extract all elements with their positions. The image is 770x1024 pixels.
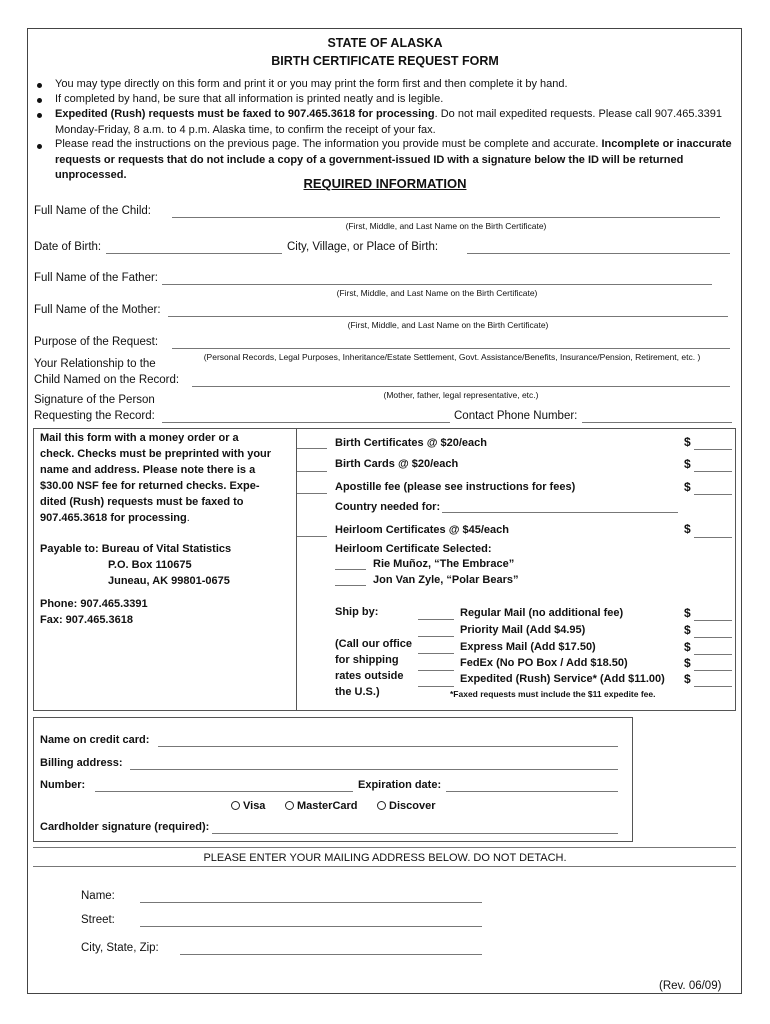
country-field[interactable] [442, 512, 678, 513]
ship-express-dollar: $ [684, 640, 691, 654]
birthplace-label: City, Village, or Place of Birth: [287, 241, 439, 253]
mail-street-label: Street: [81, 914, 115, 926]
visa-option[interactable] [231, 800, 265, 812]
heirloom-opt2-check[interactable] [335, 585, 366, 586]
ship-priority-amount[interactable] [694, 637, 732, 638]
ship-rush-label: Expedited (Rush) Service* (Add $11.00) [460, 673, 665, 685]
mail-name-label: Name: [81, 890, 115, 902]
ship-priority-dollar: $ [684, 623, 691, 637]
birth-card-qty[interactable] [297, 471, 327, 472]
ship-express-amount[interactable] [694, 654, 732, 655]
heirloom-dollar: $ [684, 522, 691, 536]
birth-card-label: Birth Cards @ $20/each [335, 458, 459, 470]
mail-info-2: check. Checks must be preprinted with your [40, 448, 272, 460]
mail-street-field[interactable] [140, 926, 482, 927]
visa-radio[interactable] [231, 801, 240, 810]
ship-rush-amount[interactable] [694, 686, 732, 687]
office-phone: Phone: 907.465.3391 [40, 598, 148, 610]
instruction-1: You may type directly on this form and print it or you may print the form first and then complete it by hand. [55, 78, 568, 90]
ship-express-check[interactable] [418, 653, 454, 654]
ship-by-label: Ship by: [335, 606, 379, 618]
bullet-dot [37, 113, 42, 118]
cardholder-signature-field[interactable] [212, 833, 618, 834]
child-name-label: Full Name of the Child: [34, 205, 151, 217]
ship-priority-label: Priority Mail (Add $4.95) [460, 624, 586, 636]
heirloom-selected-label: Heirloom Certificate Selected: [335, 543, 492, 555]
relationship-label: Your Relationship to the [34, 358, 156, 370]
relationship-label-2: Child Named on the Record: [34, 374, 180, 386]
apostille-label: Apostille fee (please see instructions for fees) [335, 481, 576, 493]
ship-priority-check[interactable] [418, 636, 454, 637]
ship-regular-amount[interactable] [694, 620, 732, 621]
notice-divider [33, 866, 736, 867]
form-title: BIRTH CERTIFICATE REQUEST FORM [271, 54, 499, 68]
purpose-hint: (Personal Records, Legal Purposes, Inheritance/Estate Settlement, Govt. Assistance/Benefits, Insurance/Pension, Retirement, etc. ) [203, 352, 701, 362]
apostille-dollar: $ [684, 480, 691, 494]
ship-regular-label: Regular Mail (no additional fee) [460, 607, 624, 619]
contact-phone-label: Contact Phone Number: [454, 410, 578, 422]
mail-info-6-period: . [186, 512, 190, 524]
mastercard-label: MasterCard [297, 800, 358, 812]
billing-label: Billing address: [40, 757, 123, 769]
mail-city: Juneau, AK 99801-0675 [108, 575, 230, 587]
heirloom-opt1-check[interactable] [335, 569, 366, 570]
rush-footnote: *Faxed requests must include the $11 expedite fee. [450, 689, 656, 699]
child-name-hint: (First, Middle, and Last Name on the Birth Certificate) [345, 221, 547, 231]
detach-divider [33, 847, 736, 848]
discover-option[interactable] [377, 800, 435, 812]
heirloom-qty[interactable] [297, 536, 327, 537]
purpose-label: Purpose of the Request: [34, 336, 159, 348]
country-label: Country needed for: [335, 501, 441, 513]
discover-radio[interactable] [377, 801, 386, 810]
payable-to: Payable to: Bureau of Vital Statistics [40, 543, 232, 555]
ship-note-2: for shipping [335, 654, 399, 666]
birth-cert-qty[interactable] [297, 448, 327, 449]
mother-name-hint: (First, Middle, and Last Name on the Birth Certificate) [347, 320, 549, 330]
instruction-2: If completed by hand, be sure that all information is printed neatly and is legible. [55, 93, 444, 105]
visa-label: Visa [243, 800, 266, 812]
signature-field[interactable] [162, 422, 450, 423]
bullet-dot [37, 98, 42, 103]
ship-note-4: the U.S.) [335, 686, 380, 698]
apostille-qty[interactable] [297, 493, 327, 494]
heirloom-opt1-label: Rie Muñoz, “The Embrace” [373, 558, 515, 570]
instructions-note: Please read the instructions on the previous page. The information you provide must be complete and accurate. [55, 138, 602, 150]
mail-info-6-text: 907.465.3618 for processing [40, 512, 187, 524]
card-number-field[interactable] [95, 791, 353, 792]
mailing-notice: PLEASE ENTER YOUR MAILING ADDRESS BELOW. DO NOT DETACH. [203, 852, 567, 864]
discover-label: Discover [389, 800, 436, 812]
mail-info-6 [40, 512, 190, 524]
heirloom-amount[interactable] [694, 537, 732, 538]
card-name-label: Name on credit card: [40, 734, 150, 746]
billing-field[interactable] [130, 769, 618, 770]
cardholder-signature-label: Cardholder signature (required): [40, 821, 210, 833]
revision-label: (Rev. 06/09) [659, 980, 722, 992]
ship-note-1: (Call our office [335, 638, 413, 650]
po-box: P.O. Box 110675 [108, 559, 192, 571]
office-fax: Fax: 907.465.3618 [40, 614, 133, 626]
state-heading: STATE OF ALASKA [327, 36, 443, 50]
card-name-field[interactable] [158, 746, 618, 747]
mastercard-radio[interactable] [285, 801, 294, 810]
mail-info-1: Mail this form with a money order or a [40, 432, 239, 444]
ship-express-label: Express Mail (Add $17.50) [460, 641, 596, 653]
dob-label: Date of Birth: [34, 241, 102, 253]
mother-name-label: Full Name of the Mother: [34, 304, 161, 316]
relationship-hint: (Mother, father, legal representative, etc.) [383, 390, 539, 400]
signature-label: Signature of the Person [34, 394, 155, 406]
contact-phone-field[interactable] [582, 422, 732, 423]
mail-city-label: City, State, Zip: [81, 942, 159, 954]
father-name-hint: (First, Middle, and Last Name on the Birth Certificate) [336, 288, 538, 298]
expiration-field[interactable] [446, 791, 618, 792]
ship-fedex-dollar: $ [684, 656, 691, 670]
rush-fax-detail: . Do not mail expedited requests. Please call 907.465.3391 Monday-Friday, 8 a.m. to 4 p.m. Alaska time, to confirm the receipt of your fax. [55, 108, 723, 136]
ship-regular-dollar: $ [684, 606, 691, 620]
birth-card-dollar: $ [684, 457, 691, 471]
birthplace-field[interactable] [467, 253, 730, 254]
birth-cert-amount[interactable] [694, 449, 732, 450]
dob-field[interactable] [106, 253, 282, 254]
expiration-label: Expiration date: [358, 779, 442, 791]
mail-info-4: $30.00 NSF fee for returned checks. Expe- [40, 480, 260, 492]
ship-regular-check[interactable] [418, 619, 454, 620]
purpose-field[interactable] [172, 348, 730, 349]
ship-rush-check[interactable] [418, 686, 454, 687]
signature-label-2: Requesting the Record: [34, 410, 155, 422]
child-name-field[interactable] [172, 217, 720, 218]
mail-info-3: name and address. Please note there is a [40, 464, 256, 476]
incomplete-warning: Incomplete or inaccurate requests or requests that do not include a copy of a government-issued ID with a signature below the ID will be returned unprocessed. [55, 138, 732, 181]
birth-card-amount[interactable] [694, 471, 732, 472]
required-info-heading: REQUIRED INFORMATION [303, 176, 467, 191]
ship-rush-dollar: $ [684, 672, 691, 686]
apostille-amount[interactable] [694, 494, 732, 495]
heirloom-opt2-label: Jon Van Zyle, “Polar Bears” [373, 574, 519, 586]
mail-city-field[interactable] [180, 954, 482, 955]
mail-name-field[interactable] [140, 902, 482, 903]
bullet-dot [37, 144, 42, 149]
mastercard-option[interactable] [285, 800, 358, 812]
ship-note-3: rates outside [335, 670, 404, 682]
relationship-field[interactable] [192, 386, 730, 387]
father-name-field[interactable] [162, 284, 712, 285]
birth-cert-dollar: $ [684, 435, 691, 449]
heirloom-label: Heirloom Certificates @ $45/each [335, 524, 509, 536]
ship-fedex-label: FedEx (No PO Box / Add $18.50) [460, 657, 628, 669]
ship-fedex-check[interactable] [418, 670, 454, 671]
birth-cert-label: Birth Certificates @ $20/each [335, 437, 487, 449]
ship-fedex-amount[interactable] [694, 670, 732, 671]
rush-fax-notice: Expedited (Rush) requests must be faxed to 907.465.3618 for processing [55, 108, 435, 120]
instruction-3 [55, 107, 735, 138]
father-name-label: Full Name of the Father: [34, 272, 158, 284]
mother-name-field[interactable] [168, 316, 728, 317]
mail-info-5: dited (Rush) requests must be faxed to [40, 496, 244, 508]
bullet-dot [37, 83, 42, 88]
card-number-label: Number: [40, 779, 86, 791]
